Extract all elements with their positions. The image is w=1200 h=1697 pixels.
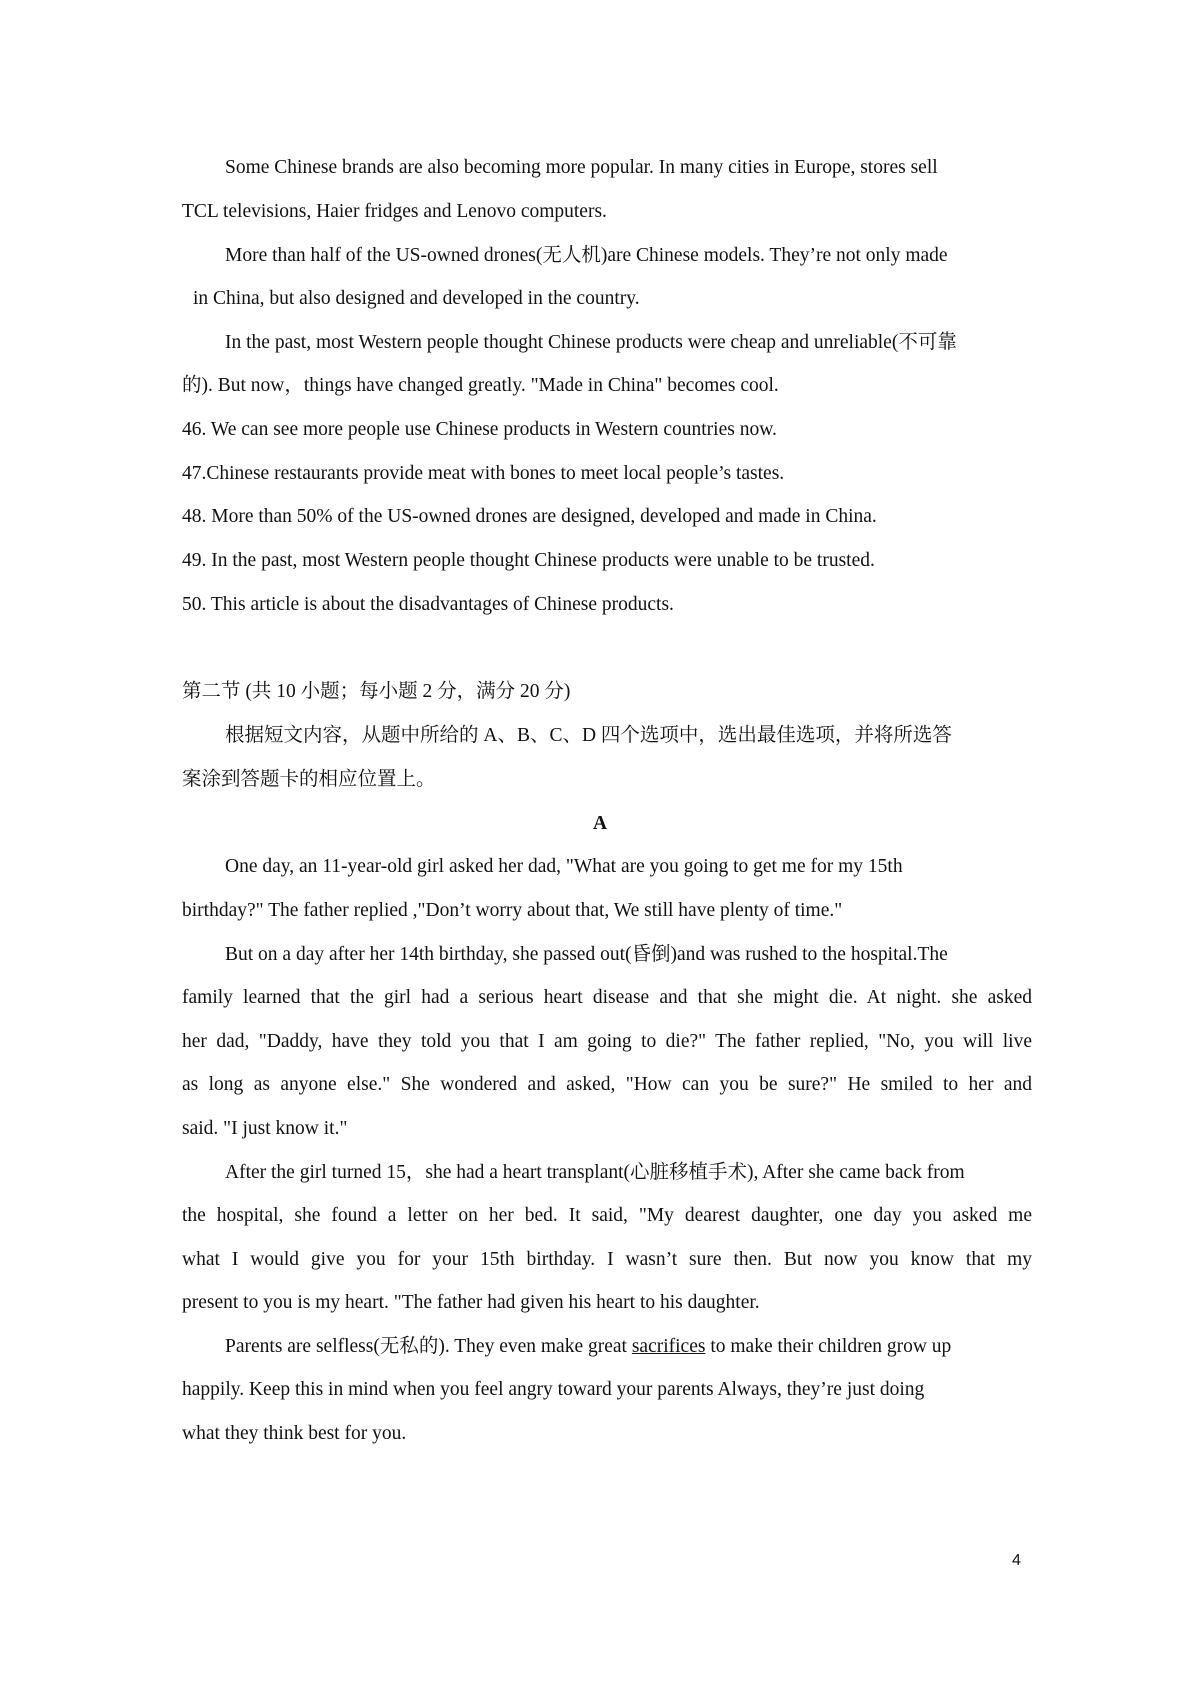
passage-line: TCL televisions, Haier fridges and Lenovo computers. xyxy=(182,201,607,222)
passage-line: But on a day after her 14th birthday, she passed out(昏倒)and was rushed to the hospital.The xyxy=(225,944,948,965)
passage-line: 的). But now，things have changed greatly. "Made in China" becomes cool. xyxy=(182,375,779,396)
passage-text: Parents are selfless(无私的). They even make great xyxy=(225,1336,632,1357)
passage-line: as long as anyone else." She wondered and asked, "How can you be sure?" He smiled to her and xyxy=(182,1074,1032,1095)
passage-text: to make their children grow up xyxy=(705,1336,952,1357)
passage-line: family learned that the girl had a serious heart disease and that she might die. At night. she asked xyxy=(182,987,1032,1008)
passage-line xyxy=(225,1333,1035,1361)
passage-line: birthday?" The father replied ,"Don’t worry about that, We still have plenty of time." xyxy=(182,900,843,921)
passage-line: Some Chinese brands are also becoming more popular. In many cities in Europe, stores sell xyxy=(225,157,938,178)
passage-line: said. "I just know it." xyxy=(182,1118,348,1139)
statement-48: 48. More than 50% of the US-owned drones are designed, developed and made in China. xyxy=(182,506,877,527)
statement-46: 46. We can see more people use Chinese products in Western countries now. xyxy=(182,419,777,440)
passage-line: in China, but also designed and developed in the country. xyxy=(193,288,640,309)
passage-line: the hospital, she found a letter on her bed. It said, "My dearest daughter, one day you asked me xyxy=(182,1205,1032,1226)
passage-line: After the girl turned 15，she had a heart transplant(心脏移植手术), After she came back from xyxy=(225,1162,965,1183)
statement-49: 49. In the past, most Western people thought Chinese products were unable to be trusted. xyxy=(182,550,875,571)
passage-line: happily. Keep this in mind when you feel angry toward your parents Always, they’re just doing xyxy=(182,1379,925,1400)
statement-47: 47.Chinese restaurants provide meat with bones to meet local people’s tastes. xyxy=(182,463,785,484)
section-heading: 第二节 (共 10 小题；每小题 2 分，满分 20 分) xyxy=(182,681,571,702)
passage-line: More than half of the US-owned drones(无人机)are Chinese models. They’re not only made xyxy=(225,245,948,266)
passage-line: her dad, "Daddy, have they told you that I am going to die?" The father replied, "No, you will live xyxy=(182,1031,1032,1052)
passage-line: what they think best for you. xyxy=(182,1423,407,1444)
page-number: 4 xyxy=(1012,1552,1021,1569)
passage-line: present to you is my heart. "The father had given his heart to his daughter. xyxy=(182,1292,760,1313)
statement-50: 50. This article is about the disadvantages of Chinese products. xyxy=(182,594,674,615)
passage-line: One day, an 11-year-old girl asked her dad, "What are you going to get me for my 15th xyxy=(225,856,903,877)
underlined-word: sacrifices xyxy=(631,1336,706,1357)
passage-line: what I would give you for your 15th birthday. I wasn’t sure then. But now you know that my xyxy=(182,1249,1032,1270)
section-instruction: 根据短文内容，从题中所给的 A、B、C、D 四个选项中，选出最佳选项，并将所选答 xyxy=(225,725,952,746)
passage-line: In the past, most Western people thought Chinese products were cheap and unreliable(不可靠 xyxy=(225,332,957,353)
passage-label: A xyxy=(592,813,608,834)
section-instruction: 案涂到答题卡的相应位置上。 xyxy=(182,769,436,790)
